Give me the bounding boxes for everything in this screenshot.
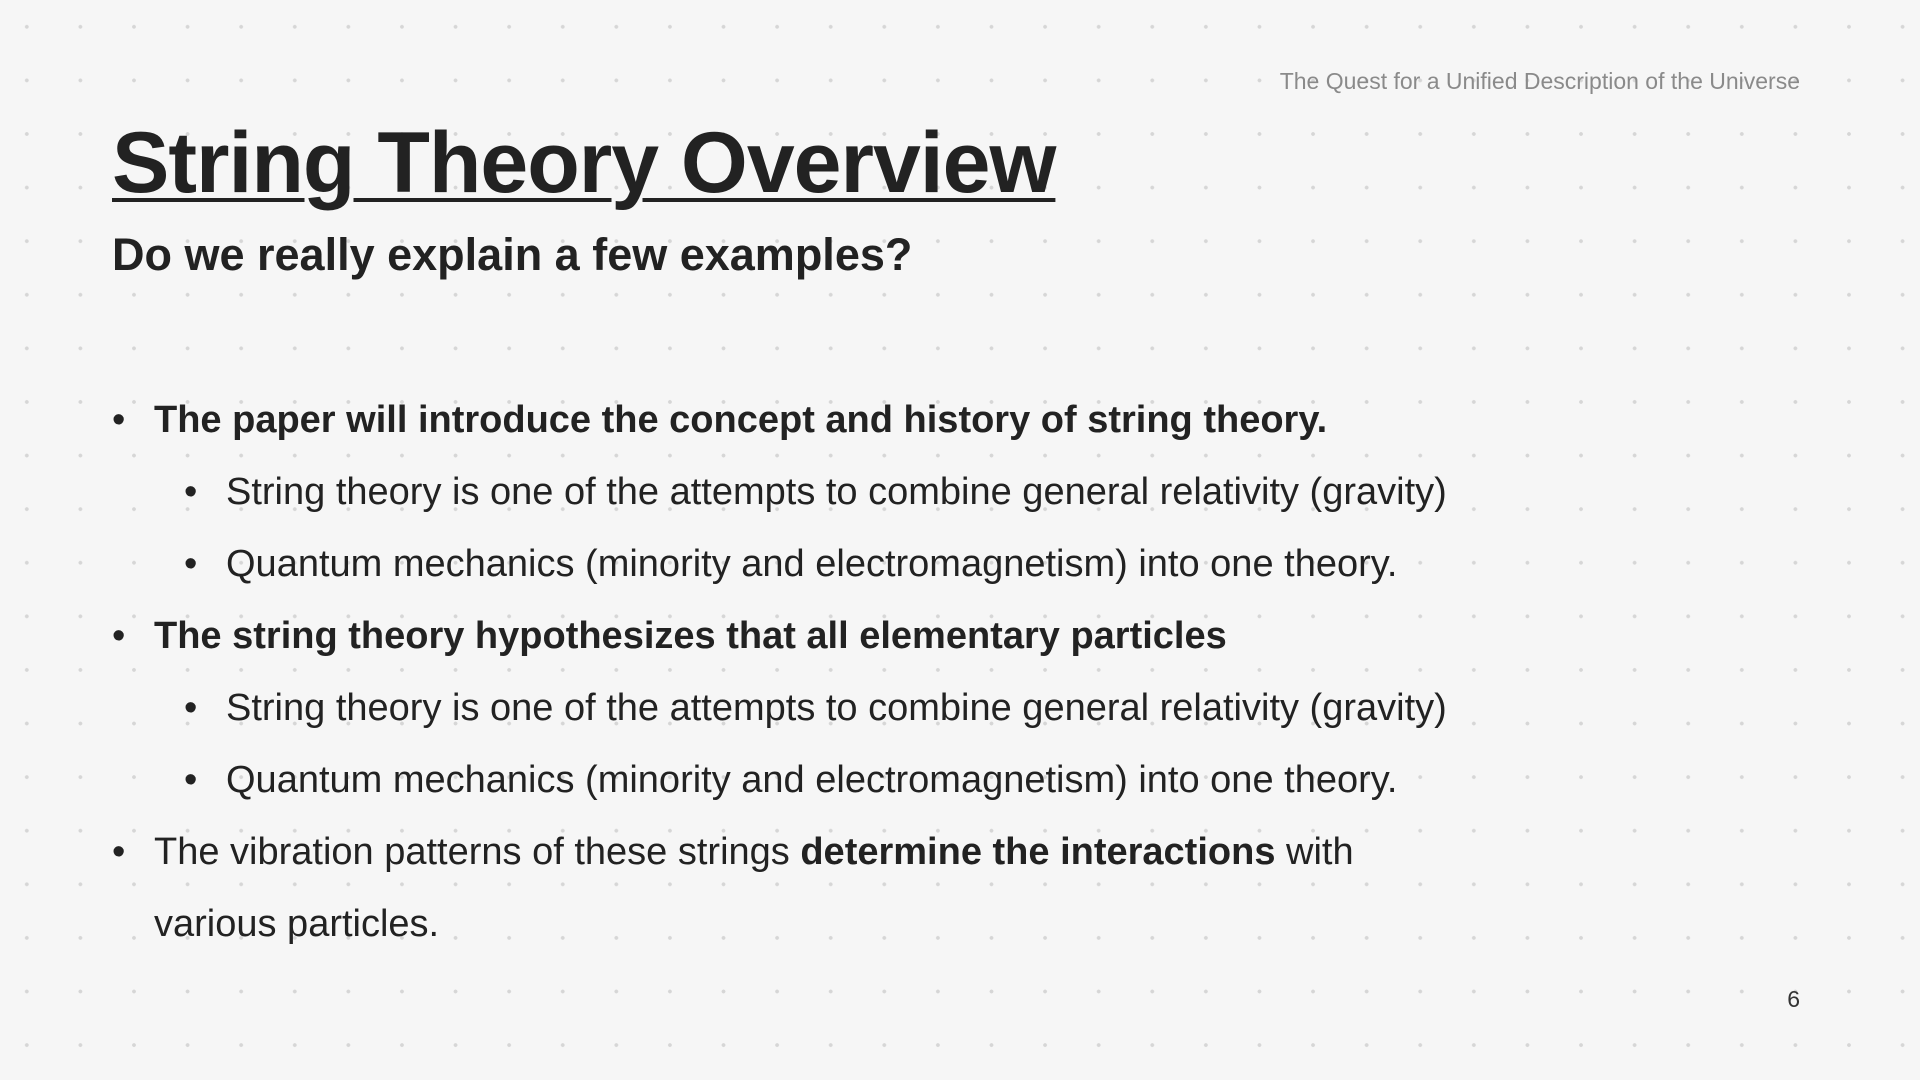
page-number: 6 [1787, 986, 1800, 1012]
bullet-icon: • [112, 615, 126, 657]
sub-bullet-item [112, 744, 1712, 816]
bullet-icon: • [112, 831, 126, 873]
bullet-text: Quantum mechanics (minority and electromagnetism) into one theory. [226, 759, 1398, 801]
slide-title: String Theory Overview [112, 115, 1056, 211]
bullet-text: The string theory hypothesizes that all elementary particles [154, 615, 1227, 657]
bullet-text-emphasis: determine the interactions [800, 831, 1276, 873]
bullet-text: Quantum mechanics (minority and electromagnetism) into one theory. [226, 543, 1398, 585]
bullet-icon: • [184, 543, 198, 585]
bullet-item [112, 816, 1712, 960]
bullet-icon: • [184, 759, 198, 801]
bullet-icon: • [184, 687, 198, 729]
bullet-list [112, 384, 1712, 960]
bullet-text: with various particles. [154, 831, 1354, 945]
bullet-text: String theory is one of the attempts to combine general relativity (gravity) [226, 687, 1447, 729]
bullet-icon: • [184, 471, 198, 513]
sub-bullet-item [112, 456, 1712, 528]
bullet-item [112, 384, 1712, 456]
slide-subtitle: Do we really explain a few examples? [112, 229, 913, 280]
bullet-text: The vibration patterns of these strings [154, 831, 801, 873]
bullet-text: String theory is one of the attempts to combine general relativity (gravity) [226, 471, 1447, 513]
bullet-text: The paper will introduce the concept and history of string theory. [154, 399, 1328, 441]
bullet-item [112, 600, 1712, 672]
bullet-icon: • [112, 399, 126, 441]
sub-bullet-item [112, 672, 1712, 744]
sub-bullet-item [112, 528, 1712, 600]
header-caption: The Quest for a Unified Description of the Universe [1279, 68, 1800, 94]
